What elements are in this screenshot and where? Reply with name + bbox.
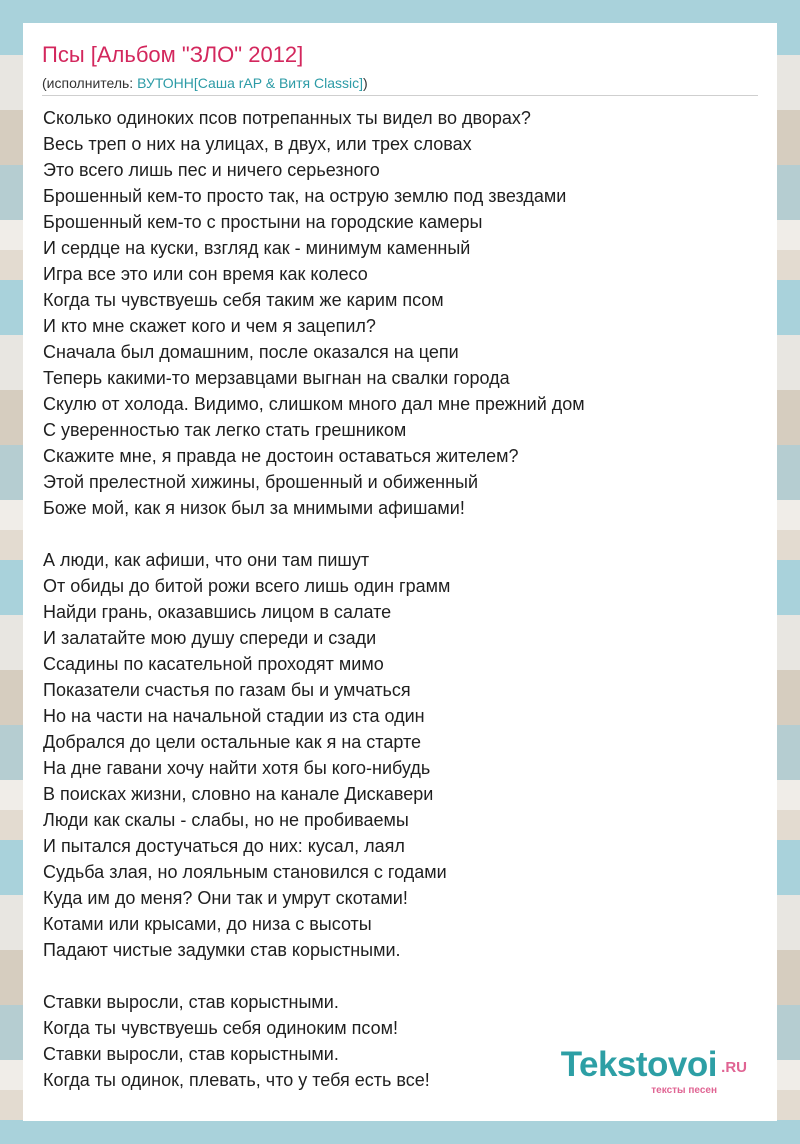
lyric-line: В поисках жизни, словно на канале Дискавери <box>43 784 434 804</box>
lyrics-text <box>43 105 763 1093</box>
song-title: Псы [Альбом "ЗЛО" 2012] <box>42 42 304 67</box>
lyric-line: Ставки выросли, став корыстными. <box>43 992 339 1012</box>
lyric-line: Этой прелестной хижины, брошенный и обиженный <box>43 472 479 492</box>
lyric-line: А люди, как афиши, что они там пишут <box>43 550 370 570</box>
lyric-line: Падают чистые задумки став корыстными. <box>43 940 401 960</box>
lyric-line: Люди как скалы - слабы, но не пробиваемы <box>43 810 409 830</box>
lyric-line: И кто мне скажет кого и чем я зацепил? <box>43 316 376 336</box>
artist-link[interactable]: ВУТОНН[Саша rAP & Витя Classic] <box>137 75 363 91</box>
lyric-line: Когда ты чувствуешь себя одиноким псом! <box>43 1018 398 1038</box>
lyric-line: Ссадины по касательной проходят мимо <box>43 654 384 674</box>
lyric-line: Когда ты чувствуешь себя таким же карим псом <box>43 290 444 310</box>
stanza-break <box>43 963 763 989</box>
lyric-line: Теперь какими-то мерзавцами выгнан на свалки города <box>43 368 510 388</box>
stanza-break <box>43 521 763 547</box>
lyric-line: И залатайте мою душу спереди и сзади <box>43 628 377 648</box>
lyric-line: Игра все это или сон время как колесо <box>43 264 368 284</box>
logo-brand: Tekstovoi <box>560 1045 717 1084</box>
lyrics-page <box>23 23 777 1121</box>
lyric-line: Скулю от холода. Видимо, слишком много дал мне прежний дом <box>43 394 585 414</box>
lyric-line: Котами или крысами, до низа с высоты <box>43 914 372 934</box>
performer-line <box>42 74 368 92</box>
performer-suffix: ) <box>363 75 368 91</box>
header-divider <box>42 95 758 96</box>
lyric-line: Скажите мне, я правда не достоин оставаться жителем? <box>43 446 519 466</box>
lyric-line: Показатели счастья по газам бы и умчаться <box>43 680 411 700</box>
logo-tld: .RU <box>721 1059 747 1076</box>
lyric-line: И сердце на куски, взгляд как - минимум каменный <box>43 238 471 258</box>
lyric-line: Судьба злая, но лояльным становился с годами <box>43 862 447 882</box>
lyric-line: Сколько одиноких псов потрепанных ты видел во дворах? <box>43 108 531 128</box>
performer-prefix: (исполнитель: <box>42 75 138 91</box>
lyric-line: Добрался до цели остальные как я на старте <box>43 732 421 752</box>
lyric-line: С уверенностью так легко стать грешником <box>43 420 407 440</box>
lyric-line: Когда ты одинок, плевать, что у тебя есть все! <box>43 1070 430 1090</box>
lyric-line: Брошенный кем-то с простыни на городские камеры <box>43 212 483 232</box>
lyric-line: Это всего лишь пес и ничего серьезного <box>43 160 380 180</box>
logo-tagline: тексты песен <box>651 1085 717 1096</box>
site-logo[interactable] <box>537 1045 747 1095</box>
lyric-line: Но на части на начальной стадии из ста один <box>43 706 425 726</box>
lyric-line: И пытался достучаться до них: кусал, лаял <box>43 836 405 856</box>
lyric-line: Ставки выросли, став корыстными. <box>43 1044 339 1064</box>
lyric-line: Найди грань, оказавшись лицом в салате <box>43 602 392 622</box>
lyric-line: Весь треп о них на улицах, в двух, или трех словах <box>43 134 472 154</box>
lyric-line: Сначала был домашним, после оказался на цепи <box>43 342 459 362</box>
lyric-line: Куда им до меня? Они так и умрут скотами! <box>43 888 408 908</box>
lyric-line: Брошенный кем-то просто так, на острую землю под звездами <box>43 186 567 206</box>
lyric-line: От обиды до битой рожи всего лишь один грамм <box>43 576 451 596</box>
lyric-line: Боже мой, как я низок был за мнимыми афишами! <box>43 498 465 518</box>
lyric-line: На дне гавани хочу найти хотя бы кого-нибудь <box>43 758 431 778</box>
